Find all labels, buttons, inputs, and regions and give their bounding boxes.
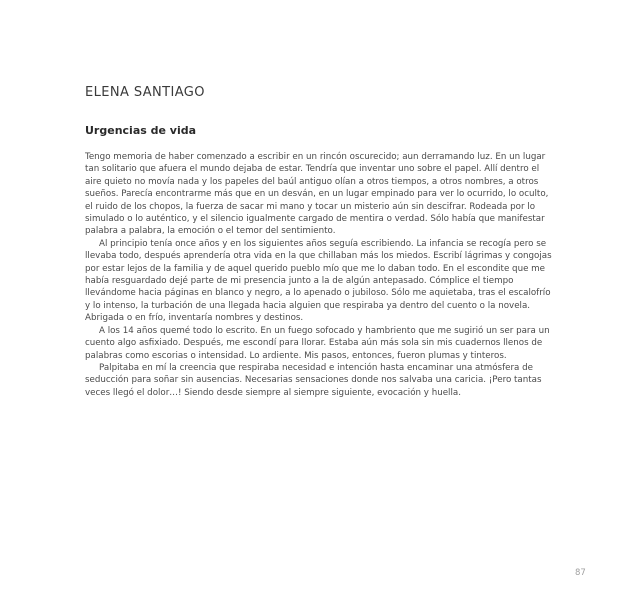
section-title: Urgencias de vida [85, 124, 197, 137]
page-number: 87 [575, 568, 586, 578]
paragraph: Palpitaba en mí la creencia que respiraba necesidad e intención hasta encaminar una atmósfera de seducción para soñar sin ausencias. Necesarias sensaciones donde nos salvaba una caricia. ¡Pero tantas veces llegó el dolor…! Siendo desde siempre al siempre siguiente, evocación y huella. [85, 362, 542, 398]
paragraph: Tengo memoria de haber comenzado a escribir en un rincón oscurecido; aun derramando luz. En un lugar tan solitario que afuera el mundo dejaba de estar. Tendría que inventar uno sobre el papel. Allí dentro el aire quieto no movía nada y los papeles del baúl antiguo olían a otros tiempos, a otros nombres, a otros sueños. Parecía encontrarme más que en un desván, en un lugar empinado para ver lo ocurrido, lo oculto, el ruido de los chopos, la fuerza de sacar mi mano y tocar un misterio aún sin descifrar. Rodeada por lo simulado o lo auténtico, y el silencio igualmente cargado de mentira o verdad. Sólo había que manifestar palabra a palabra, la emoción o el temor del sentimiento. [85, 152, 549, 237]
paragraph: Al principio tenía once años y en los siguientes años seguía escribiendo. La infancia se recogía pero se llevaba todo, después aprendería otra vida en la que chillaban más los miedos. Escribí lágrimas y congojas por estar lejos de la familia y de aquel querido pueblo mío que me lo daban todo. En el escondite que me había resguardado dejé parte de mi presencia junto a la de algún antepasado. Cómplice el tiempo llevándome hacia páginas en blanco y negro, a lo apenado o jubiloso. Sólo me aquietaba, tras el escalofrío y lo intenso, la turbación de una llegada hacia alguien que respiraba ya dentro del cuento o la novela. Abrigada o en frío, inventaría nombres y destinos. [85, 238, 552, 324]
body-text [85, 151, 555, 399]
author-name: ELENA SANTIAGO [85, 85, 205, 100]
paragraph: A los 14 años quemé todo lo escrito. En un fuego sofocado y hambriento que me sugirió un ser para un cuento algo asfixiado. Después, me escondí para llorar. Estaba aún más sola sin mis cuadernos llenos de palabras como escorias o intensidad. Lo ardiente. Mis pasos, entonces, fueron plumas y tinteros. [85, 325, 550, 361]
